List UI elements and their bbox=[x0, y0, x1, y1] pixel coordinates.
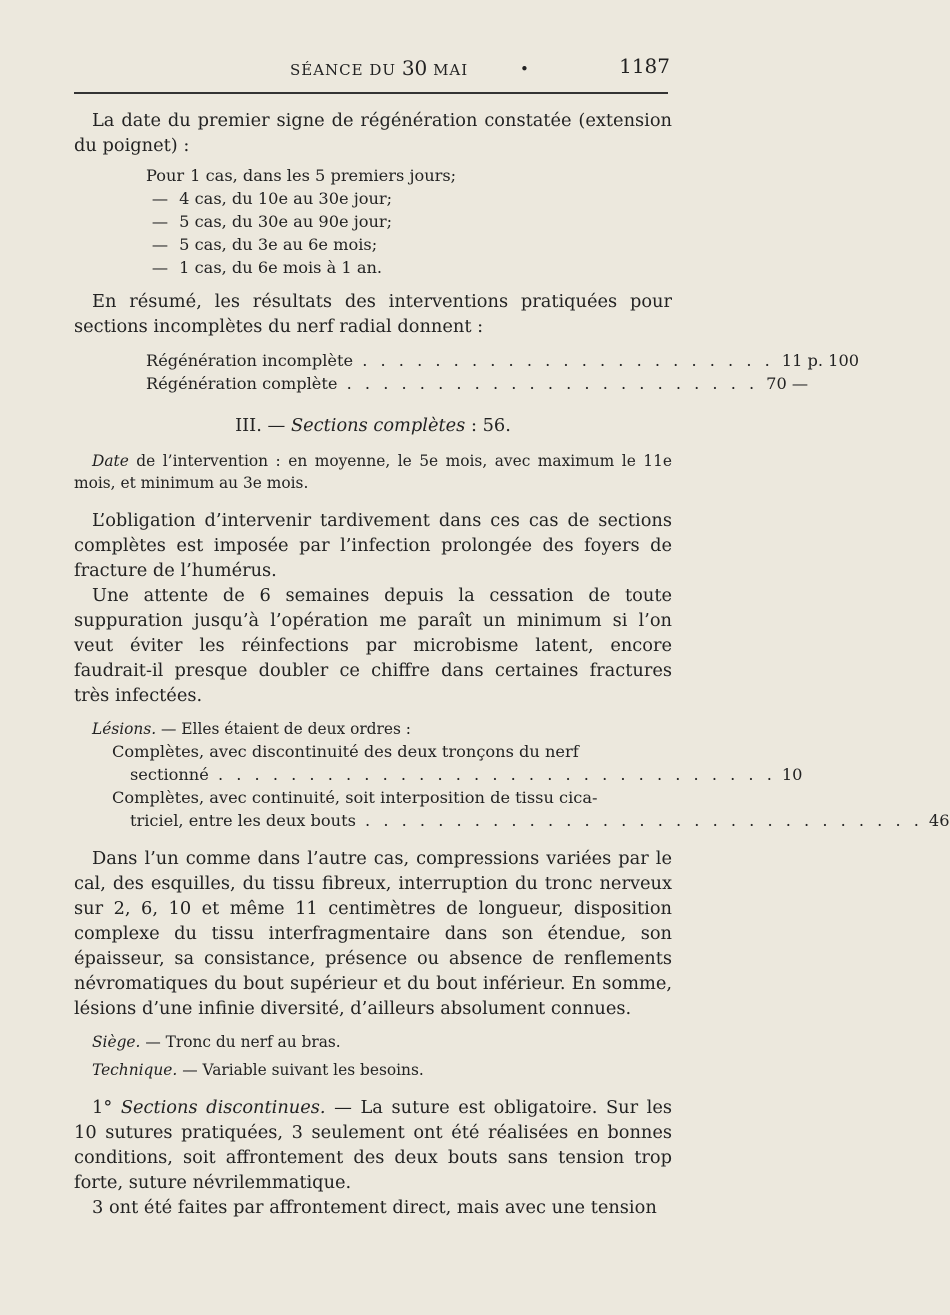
paragraph-affrontement: 3 ont été faites par affrontement direct, mais avec une tension bbox=[92, 1197, 657, 1218]
list-item: — 5 cas, du 3e au 6e mois; bbox=[151, 235, 378, 254]
paragraph-sections-discontinues: 1° Sections discontinues. — La suture est obligatoire. Sur les 10 sutures pratiquées, 3 seulement ont été réalisées en bonnes conditions, soit affrontement des deux bouts sans tension trop forte, suture névrilemmatique. bbox=[74, 1097, 673, 1193]
book-page bbox=[74, 50, 950, 1220]
paragraph-attente: Une attente de 6 semaines depuis la cessation de toute suppuration jusqu’à l’opération me paraît un minimum si l’on veut éviter les réinfections par microbisme latent, encore faudrait-il presque doubler ce chiffre dans certaines fractures très infectées. bbox=[74, 585, 672, 706]
paragraph-obligation: L’obligation d’intervenir tardivement dans ces cas de sections complètes est imposée par l’infection prolongée des foyers de fracture de l’humérus. bbox=[74, 510, 672, 581]
list-item: — 1 cas, du 6e mois à 1 an. bbox=[151, 258, 383, 277]
paragraph-compressions: Dans l’un comme dans l’autre cas, compressions variées par le cal, des esquilles, du tissu fibreux, interruption du tronc nerveux sur 2, 6, 10 et même 11 centimètres de longueur, disposition complexe du tissu interfragmentaire dans son étendue, son épaisseur, sa consistance, présence ou absence de renflements névromatiques du bout supérieur et du bout inférieur. En somme, lésions d’une infinie diversité, d’ailleurs absolument connues. bbox=[74, 848, 672, 1019]
header-title: SÉANCE DU 30 MAI bbox=[290, 56, 469, 80]
paragraph-siege: Siège. — Tronc du nerf au bras. bbox=[92, 1033, 341, 1051]
result-row: Régénération incomplète . . . . . . . . . . . . . . . . . . . . . . . 11 p. 100 bbox=[146, 351, 860, 370]
paragraph-technique: Technique. — Variable suivant les besoins. bbox=[92, 1061, 424, 1079]
results-list bbox=[146, 349, 860, 395]
lesions-block bbox=[74, 718, 950, 832]
header-rule bbox=[74, 92, 668, 94]
header-dot: • bbox=[520, 60, 530, 78]
list-item: Pour 1 cas, dans les 5 premiers jours; bbox=[146, 166, 457, 185]
section-heading: III. — Sections complètes : 56. bbox=[235, 415, 511, 436]
result-row: Régénération complète . . . . . . . . . . . . . . . . . . . . . . . 70 — bbox=[146, 374, 809, 393]
lesion-row: triciel, entre les deux bouts . . . . . . . . . . . . . . . . . . . . . . . . . . . . . . . 46 bbox=[130, 811, 950, 830]
list-item: — 4 cas, du 10e au 30e jour; bbox=[151, 189, 393, 208]
paragraph-date-intervention: Date de l’intervention : en moyenne, le 5e mois, avec maximum le 11e mois, et minimum au 3e mois. bbox=[74, 452, 672, 492]
list-item: — 5 cas, du 30e au 90e jour; bbox=[151, 212, 393, 231]
page-number: 1187 bbox=[619, 54, 670, 78]
running-header bbox=[74, 50, 672, 84]
paragraph-resume: En résumé, les résultats des interventions pratiquées pour sections incomplètes du nerf radial donnent : bbox=[74, 291, 672, 337]
lesions-list: Complètes, avec discontinuité des deux tronçons du nerf sectionné . . . . . . . . . . . . . . . . . . . . . . . . . . . . . . . 10 Complètes, avec continuité, soit interposition de tissu cica- triciel, entre les deux bouts . . . . . . . . . . . . . . . . . . . . . . . . . . . . . . . 46 bbox=[112, 742, 950, 830]
paragraph-date-signe: La date du premier signe de régénération constatée (extension du poignet) : bbox=[74, 110, 672, 156]
lesion-row: sectionné . . . . . . . . . . . . . . . . . . . . . . . . . . . . . . . 10 bbox=[130, 765, 803, 784]
date-list bbox=[146, 164, 672, 279]
lesions-intro: Lésions. — Elles étaient de deux ordres : bbox=[92, 720, 411, 738]
